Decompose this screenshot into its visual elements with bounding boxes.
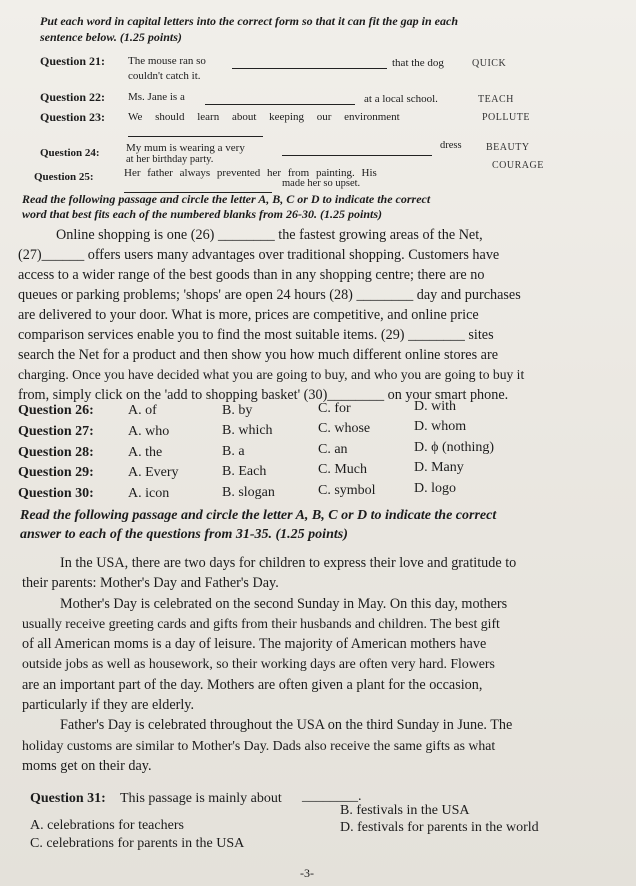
q26-label: Question 26: xyxy=(18,403,94,418)
s3-passage-line: moms get on their day. xyxy=(22,757,152,774)
q24-before: My mum is wearing a very xyxy=(126,142,245,154)
q31-option-c[interactable]: C. celebrations for parents in the USA xyxy=(30,836,245,851)
s2-passage-line: from, simply click on the 'add to shopping basket' (30)________ on your smart phone. xyxy=(18,387,509,403)
s3-passage-line: outside jobs as well as housework, so their working days are often very hard. Flowers xyxy=(22,656,495,672)
q24-line2: at her birthday party. xyxy=(126,154,214,165)
q29-option-a[interactable]: A. Every xyxy=(128,465,179,480)
q25-line2: made her so upset. xyxy=(282,178,361,189)
section1-instruction-line2: sentence below. (1.25 points) xyxy=(40,30,182,44)
s3-passage-line: of all American moms is a day of leisure. The majority of American mothers have xyxy=(22,636,487,653)
s2-passage-line: access to a wider range of the best goods than in any shopping centre; there are no xyxy=(18,267,485,283)
q31-option-a[interactable]: A. celebrations for teachers xyxy=(30,818,184,833)
q28-option-c[interactable]: C. an xyxy=(318,442,348,457)
q26-option-d[interactable]: D. with xyxy=(414,399,456,414)
q21-after: that the dog xyxy=(392,57,444,69)
q29-option-d[interactable]: D. Many xyxy=(414,460,464,475)
q23-before: We should learn about keeping our environment xyxy=(128,111,400,123)
q23-label: Question 23: xyxy=(40,110,106,124)
s2-passage-line: charging. Once you have decided what you are going to buy, and who you are going to buy it xyxy=(18,367,525,382)
page-number: -3- xyxy=(300,866,314,880)
q24-label: Question 24: xyxy=(40,147,100,159)
section3-passage xyxy=(22,553,618,776)
s3-passage-line: Father's Day is celebrated throughout the USA on the third Sunday in June. The xyxy=(60,717,513,734)
q25-label: Question 25: xyxy=(34,171,94,183)
section2-passage xyxy=(18,225,618,405)
q30-option-b[interactable]: B. slogan xyxy=(222,485,275,500)
q29-option-c[interactable]: C. Much xyxy=(318,462,367,477)
q21-line2: couldn't catch it. xyxy=(128,70,201,82)
q25-word: COURAGE xyxy=(492,160,544,171)
q22-before: Ms. Jane is a xyxy=(128,91,185,103)
q27-option-d[interactable]: D. whom xyxy=(414,419,467,434)
s3-passage-line: In the USA, there are two days for children to express their love and gratitude to xyxy=(60,555,517,571)
q27-label: Question 27: xyxy=(18,424,94,439)
section2-instruction-line1: Read the following passage and circle the letter A, B, C or D to indicate the correct xyxy=(22,192,431,206)
s3-passage-line: Mother's Day is celebrated on the second Sunday in May. On this day, mothers xyxy=(60,595,508,612)
q31-option-d[interactable]: D. festivals for parents in the world xyxy=(340,820,539,835)
q21-word: QUICK xyxy=(472,58,507,69)
q23-word: POLLUTE xyxy=(482,112,530,123)
section3-instruction-line2: answer to each of the questions from 31-35. (1.25 points) xyxy=(20,527,348,542)
q24-word: BEAUTY xyxy=(486,142,530,153)
q26-option-a[interactable]: A. of xyxy=(128,403,157,418)
q21-before: The mouse ran so xyxy=(128,55,206,67)
q24-gap[interactable] xyxy=(282,145,432,156)
q31-option-b[interactable]: B. festivals in the USA xyxy=(340,803,470,818)
q22-label: Question 22: xyxy=(40,90,106,104)
q30-option-d[interactable]: D. logo xyxy=(414,481,456,496)
q28-option-d[interactable]: D. ϕ (nothing) xyxy=(414,440,495,455)
q28-option-a[interactable]: A. the xyxy=(128,445,163,460)
s2-passage-line: Online shopping is one (26) ________ the fastest growing areas of the Net, xyxy=(56,227,483,243)
s2-passage-line: are delivered to your door. What is more, prices are competitive, and online price xyxy=(18,307,479,323)
q21-gap[interactable] xyxy=(232,58,387,69)
q22-gap[interactable] xyxy=(205,94,355,105)
s2-passage-line: search the Net for a product and then show you how much different online stores are xyxy=(18,347,498,363)
s2-passage-line: (27)______ offers users many advantages over traditional shopping. Customers have xyxy=(18,247,500,263)
q31-blank[interactable]: ________. xyxy=(302,789,362,804)
q26-option-b[interactable]: B. by xyxy=(222,403,253,418)
q23-gap[interactable] xyxy=(128,126,263,137)
section3-instruction-line1: Read the following passage and circle the letter A, B, C or D to indicate the correct xyxy=(20,508,497,523)
s3-passage-line: their parents: Mother's Day and Father's Day. xyxy=(22,575,279,592)
q30-option-a[interactable]: A. icon xyxy=(128,486,170,501)
q25-before: Her father always prevented her from painting. His xyxy=(124,167,377,179)
q27-option-c[interactable]: C. whose xyxy=(318,421,371,436)
s2-passage-line: queues or parking problems; 'shops' are open 24 hours (28) ________ day and purchases xyxy=(18,287,521,303)
q24-after: dress xyxy=(440,140,462,151)
q31-label: Question 31: xyxy=(30,791,106,806)
q22-after: at a local school. xyxy=(364,93,438,105)
s3-passage-line: holiday customs are similar to Mother's Day. Dads also receive the same gifts as what xyxy=(22,737,496,753)
s3-passage-line: are an important part of the day. Mothers are often given a plant for the occasion, xyxy=(22,676,483,693)
s2-passage-line: comparison services enable you to find the most suitable items. (29) ________ sites xyxy=(18,327,494,343)
s3-passage-line: usually receive greeting cards and gifts from their husbands and children. The best gift xyxy=(22,615,500,631)
q30-label: Question 30: xyxy=(18,486,94,501)
q28-option-b[interactable]: B. a xyxy=(222,444,245,459)
q30-option-c[interactable]: C. symbol xyxy=(318,483,376,498)
q22-word: TEACH xyxy=(478,94,514,105)
q28-label: Question 28: xyxy=(18,445,94,460)
q27-option-a[interactable]: A. who xyxy=(128,424,170,439)
q31-stem: This passage is mainly about xyxy=(120,791,282,806)
q29-option-b[interactable]: B. Each xyxy=(222,464,267,479)
q27-option-b[interactable]: B. which xyxy=(222,423,273,438)
section2-instruction-line2: word that best fits each of the numbered blanks from 26-30. (1.25 points) xyxy=(22,207,383,221)
section1-instruction-line1: Put each word in capital letters into the correct form so that it can fit the gap in each xyxy=(40,14,459,28)
s3-passage-line: particularly if they are elderly. xyxy=(22,697,195,714)
q29-label: Question 29: xyxy=(18,465,94,480)
q21-label: Question 21: xyxy=(40,54,106,68)
q26-option-c[interactable]: C. for xyxy=(318,401,351,416)
